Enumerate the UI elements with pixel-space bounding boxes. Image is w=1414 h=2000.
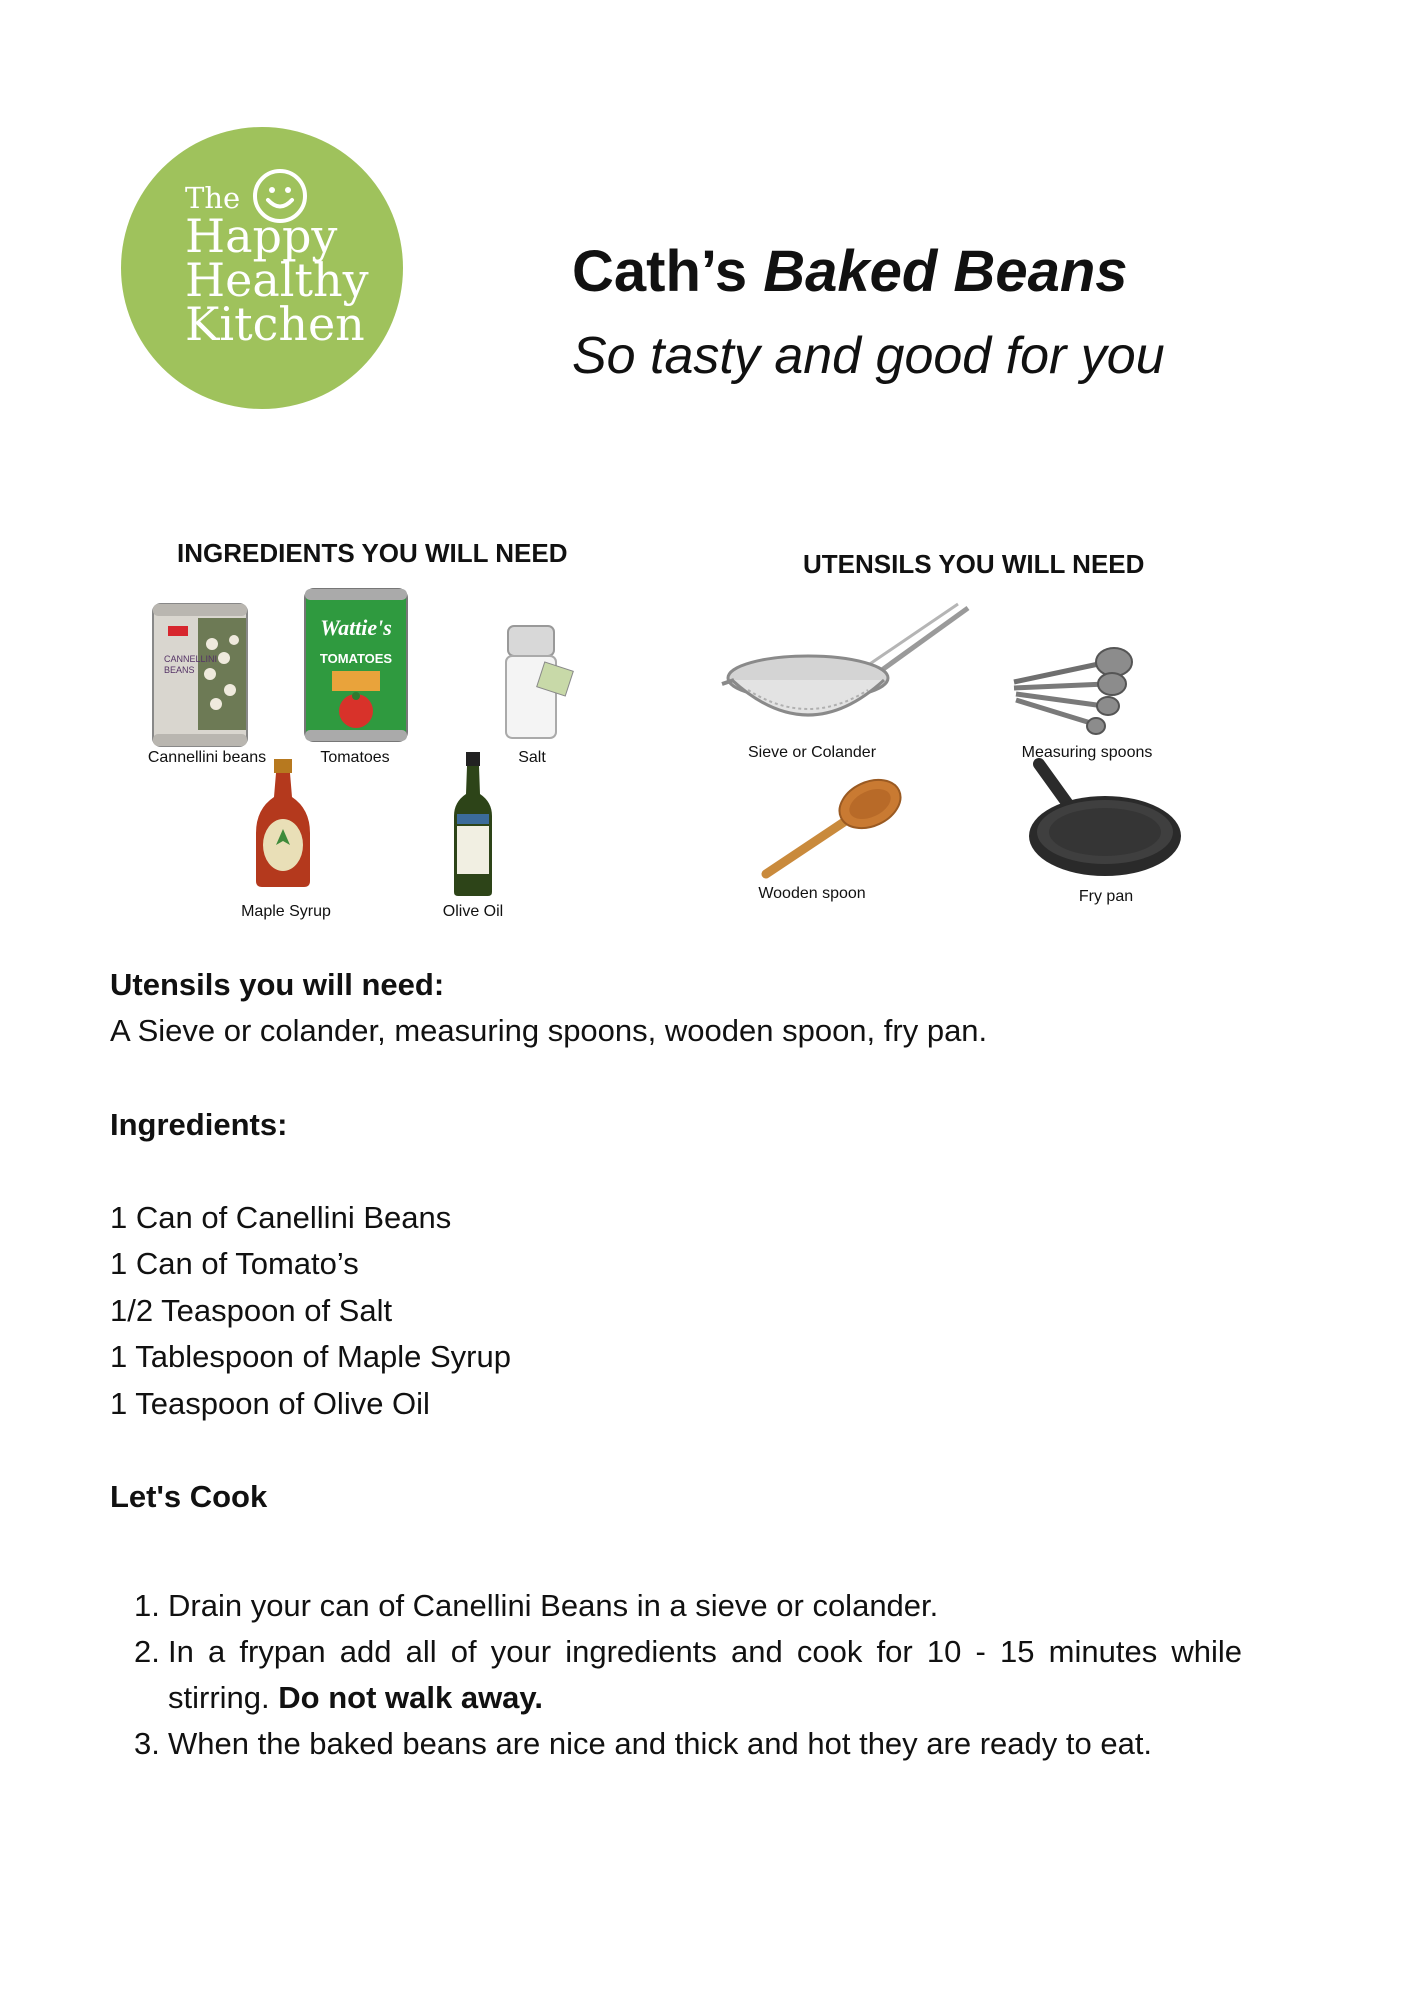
- ingredients-heading: Ingredients:: [110, 1107, 288, 1142]
- step-text: Drain your can of Canellini Beans in a sieve or colander.: [168, 1588, 939, 1623]
- sieve-icon: [718, 600, 973, 740]
- cook-heading: Let's Cook: [110, 1479, 268, 1514]
- utensils-graphic-heading: UTENSILS YOU WILL NEED: [803, 549, 1145, 579]
- step-text: When the baked beans are nice and thick and hot they are ready to eat.: [168, 1726, 1153, 1761]
- logo-kitchen: Kitchen: [185, 297, 365, 351]
- cook-step: [110, 1583, 1242, 1629]
- maple-syrup-bottle-icon: [252, 757, 314, 889]
- caption-maple-syrup: Maple Syrup: [241, 903, 331, 920]
- recipe-title: [572, 238, 1128, 305]
- ingredient-item: 1 Tablespoon of Maple Syrup: [110, 1339, 511, 1374]
- svg-text:CANNELLINI: CANNELLINI: [164, 654, 218, 664]
- logo-happy: Happy: [185, 209, 338, 263]
- cook-steps-list: [110, 1583, 1242, 1767]
- cannellini-beans-can-icon: [150, 600, 250, 750]
- caption-salt: Salt: [518, 749, 546, 766]
- utensils-text: A Sieve or colander, measuring spoons, wooden spoon, fry pan.: [110, 1013, 988, 1048]
- title-part-1: Cath’s: [572, 239, 748, 304]
- svg-text:TOMATOES: TOMATOES: [319, 651, 393, 666]
- fry-pan-icon: [1025, 758, 1185, 890]
- cook-step: [110, 1721, 1242, 1767]
- ingredient-item: 1 Teaspoon of Olive Oil: [110, 1386, 430, 1421]
- svg-text:BEANS: BEANS: [164, 665, 195, 675]
- caption-cannellini-beans: Cannellini beans: [147, 749, 267, 766]
- step-text: In a frypan add all of your ingredients and cook for 10 - 15 minutes while stirring.: [168, 1634, 1242, 1715]
- caption-sieve: Sieve or Colander: [747, 744, 877, 761]
- svg-text:Wattie's: Wattie's: [320, 615, 392, 640]
- step-number: 3.: [134, 1726, 160, 1761]
- caption-tomatoes: Tomatoes: [320, 749, 390, 766]
- caption-wooden-spoon: Wooden spoon: [758, 885, 866, 902]
- recipe-subtitle: So tasty and good for you: [572, 327, 1165, 385]
- ingredient-item: 1/2 Teaspoon of Salt: [110, 1293, 393, 1328]
- wooden-spoon-icon: [758, 776, 906, 881]
- step-number: 2.: [134, 1634, 160, 1669]
- utensils-heading: Utensils you will need:: [110, 967, 445, 1002]
- caption-olive-oil: Olive Oil: [442, 903, 504, 920]
- caption-measuring-spoons: Measuring spoons: [1021, 744, 1153, 761]
- logo-healthy: Healthy: [185, 253, 369, 307]
- ingredients-graphic-heading: INGREDIENTS YOU WILL NEED: [177, 538, 568, 568]
- tomato-can-icon: [302, 585, 410, 745]
- caption-fry-pan: Fry pan: [1078, 888, 1134, 905]
- measuring-spoons-icon: [1008, 642, 1138, 737]
- title-part-2: Baked Beans: [763, 239, 1128, 304]
- step-warning: Do not walk away.: [278, 1680, 543, 1715]
- olive-oil-bottle-icon: [450, 750, 496, 898]
- logo-the: The: [185, 181, 241, 215]
- cook-step: [110, 1629, 1242, 1721]
- step-number: 1.: [134, 1588, 160, 1623]
- happy-healthy-kitchen-logo: [121, 127, 403, 409]
- ingredient-item: 1 Can of Tomato’s: [110, 1246, 359, 1281]
- ingredient-item: 1 Can of Canellini Beans: [110, 1200, 452, 1235]
- salt-shaker-icon: [500, 622, 578, 742]
